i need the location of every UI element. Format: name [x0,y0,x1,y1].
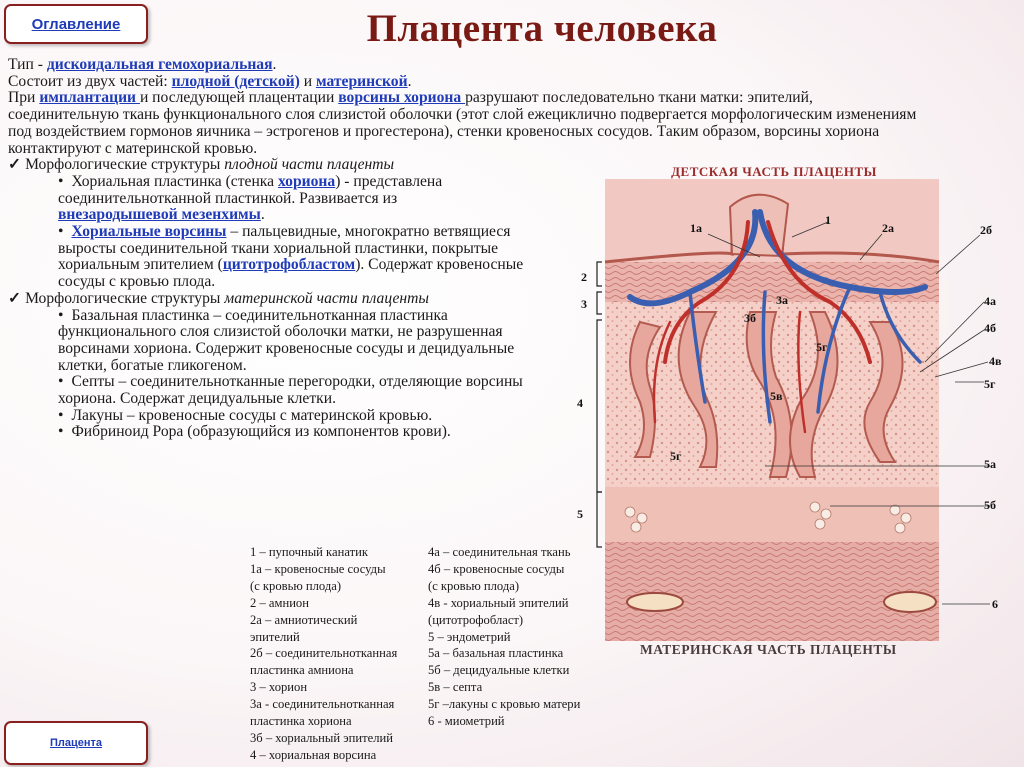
legend-item: пластинка хориона [250,714,352,729]
basal-line4: клетки, богатые гликогеном. [58,356,247,374]
parts-mid: и [299,72,316,90]
legend-item: 4в - хориальный эпителий [428,595,569,610]
fibrinoid-item: • Фибриноид Рора (образующийся из компонентов крови). [58,424,578,441]
legend-item: (с кровью плода) [428,578,520,593]
label-6: 6 [992,597,998,611]
fetal-head-prefix: Морфологические структуры [25,156,225,174]
legend-item: пластинка амниона [250,663,354,678]
fetal-part-link[interactable]: плодной (детской) [171,72,300,90]
chorion-link[interactable]: хориона [277,172,336,190]
villi-line2: выросты соединительной ткани хориальной пластинки, покрытые [58,239,499,257]
septa-item: • Септы – соединительнотканные перегородки, отделяющие ворсины [58,374,578,391]
legend-item: 4б – кровеносные сосуды [428,561,565,576]
legend-item: 2б – соединительнотканная [250,646,398,661]
villi-1: – пальцевидные, многократно ветвящиеся [226,223,511,241]
legend-item: 3 – хорион [250,680,308,695]
villi-3: хориальным эпителием ( [58,256,223,274]
myometrium-vessel-left [627,593,683,611]
legend-item: 3а - соединительнотканная [250,697,395,712]
cp-line3 [58,207,578,224]
impl-line3: под воздействием гормонов яичника – эстрогенов и прогестерона), стенки кровеносных сосудов. Таким образом, ворсины хориона [8,122,880,140]
label-4v: 4в [989,354,1002,368]
impl-mid: и последующей плацентации [139,89,339,107]
page-title: Плацента человека [366,7,718,50]
type-suffix: . [272,56,277,73]
maternal-head-prefix: Морфологические структуры [25,289,225,307]
parts-line [8,74,1018,91]
legend-item: 4 – хориальная ворсина [250,747,377,762]
label-3a: 3а [776,293,788,307]
villi-4: ). Содержат кровеносные [355,256,524,274]
basal-line2: функционального слоя слизистой оболочки матки, не разрушенная [58,323,503,341]
legend-item: эпителий [250,629,300,644]
label-5g-right: 5г [984,377,996,391]
cp-4: . [260,206,265,224]
label-5a: 5а [984,457,996,471]
label-5v: 5в [770,389,783,403]
legend-item: 5г –лакуны с кровью матери [428,697,581,712]
cytotrophoblast-link[interactable]: цитотрофобластом [222,256,356,274]
chorial-plate-texture [605,262,939,302]
septa-line2: хориона. Содержат децидуальные клетки. [58,390,336,408]
cp-1: Хориальная пластинка (стенка [71,172,278,190]
figure-top-title: ДЕТСКАЯ ЧАСТЬ ПЛАЦЕНТЫ [671,164,877,179]
mesenchyme-link[interactable]: внезародышевой мезенхимы [58,206,261,224]
label-2: 2 [581,270,587,284]
toc-button[interactable]: Оглавление [4,4,148,44]
myometrium-texture [605,542,939,641]
legend-item: 5в – септа [428,680,483,695]
legend-item: 5а – базальная пластинка [428,646,564,661]
maternal-head-italic: материнской части плаценты [224,289,429,307]
legend-item: (цитотрофобласт) [428,612,524,627]
myometrium-vessel-right [884,592,936,612]
legend-item: 2а – амниотический [250,612,358,627]
parts-suffix: . [407,72,412,90]
maternal-list [8,308,578,442]
label-5: 5 [577,507,583,521]
label-5g-low: 5г [670,449,682,463]
umbilical-cord [730,195,788,256]
villi-item [58,224,578,241]
label-3b: 3б [744,311,756,325]
parts-prefix: Состоит из двух частей: [8,72,172,90]
label-5b: 5б [984,498,996,512]
fetal-list [8,174,578,291]
legend-item: 6 - миометрий [428,714,505,729]
villi-link[interactable]: Хориальные ворсины [71,223,227,241]
fetal-head-italic: плодной части плаценты [224,156,395,174]
type-line [8,57,1018,74]
layer-brackets [597,262,602,547]
legend-item: (с кровью плода) [250,578,342,593]
implantation-line [8,90,1018,107]
type-link[interactable]: дискоидальная гемохориальная [46,56,273,73]
basal-item: • Базальная пластинка – соединительнотканная пластинка [58,308,578,325]
label-3: 3 [581,297,587,311]
legend-item: 4а – соединительная ткань [428,545,571,559]
chorial-plate-item [58,174,578,191]
impl-rest1: разрушают последовательно ткани матки: эпителий, [465,89,813,107]
maternal-part-link[interactable]: материнской [315,72,408,90]
legend-col-1 [250,544,422,764]
label-4a: 4а [984,294,996,308]
legend-item: 2 – амнион [250,595,309,610]
villi-line4: сосуды с кровью плода. [58,273,216,291]
impl-line2: соединительную ткань функционального слоя слизистой оболочки (этот слой ежециклично подвергается морфологическим изменениям [8,106,917,124]
legend-item: 3б – хориальный эпителий [250,730,394,745]
legend-item: 5б – децидуальные клетки [428,663,570,678]
basal-line3: ворсинами хориона. Содержит кровеносные сосуды и децидуальные [58,339,515,357]
lacunae-item: • Лакуны – кровеносные сосуды с материнской кровью. [58,408,578,425]
legend-item: 1 – пупочный канатик [250,545,368,559]
cp-2: ) - представлена [335,172,443,190]
figure-bottom-title: МАТЕРИНСКАЯ ЧАСТЬ ПЛАЦЕНТЫ [640,642,897,657]
placenta-button[interactable]: Плацента [4,721,148,765]
label-5g-top: 5г [816,340,828,354]
label-1: 1 [825,213,831,227]
label-1a: 1а [690,221,702,235]
legend-item: 1а – кровеносные сосуды [250,561,386,576]
placenta-figure [570,162,1024,664]
cp-line2: соединительнотканной пластинкой. Развивается из [58,189,398,207]
type-prefix: Тип - [8,56,47,73]
legend-col-2 [428,544,608,730]
villi-line3 [58,257,578,274]
impl-line4: контактируют с материнской кровью. [8,139,258,157]
label-2b: 2б [980,223,992,237]
placenta-diagram [570,162,1024,664]
label-4: 4 [577,396,583,410]
impl-prefix: При [8,89,40,107]
legend-item: 5 – эндометрий [428,629,511,644]
label-2a: 2а [882,221,894,235]
label-4b: 4б [984,321,996,335]
implantation-link[interactable]: имплантации [39,89,140,107]
chorion-villi-link[interactable]: ворсины хориона [338,89,466,107]
basal-plate [605,487,939,542]
